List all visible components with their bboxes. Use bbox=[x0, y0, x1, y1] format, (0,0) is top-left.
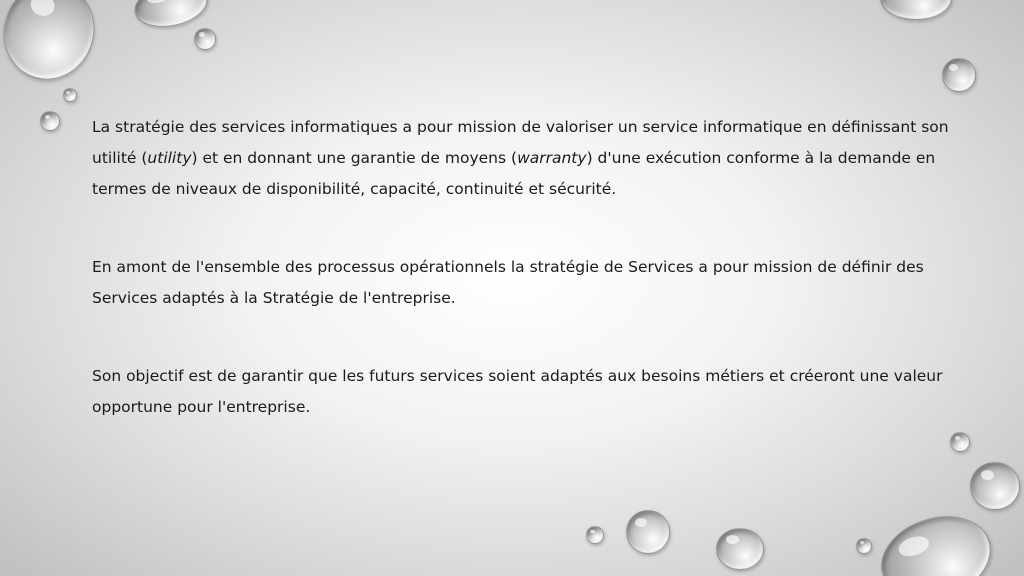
water-drop-icon bbox=[942, 58, 976, 92]
water-drop-icon bbox=[880, 0, 952, 20]
paragraph-2: En amont de l'ensemble des processus opérationnels la stratégie de Services a pour mission de définir des Services adaptés à la Stratégie de l'entreprise. bbox=[92, 258, 924, 307]
water-drop-icon bbox=[626, 510, 670, 554]
warranty-term: warranty bbox=[517, 149, 587, 167]
slide-body bbox=[92, 112, 992, 470]
water-drop-icon bbox=[40, 111, 60, 131]
water-drop-icon bbox=[586, 526, 604, 544]
paragraph-1 bbox=[92, 112, 992, 205]
paragraph-1-text-2: ) et en donnant une garantie de moyens ( bbox=[191, 149, 518, 167]
utility-term: utility bbox=[147, 149, 192, 167]
water-drop-icon bbox=[856, 538, 872, 554]
paragraph-1-text-3: ) d'une exécution conforme à la demande en termes de niveaux de disponibilité, capacité, continuité et sécurité. bbox=[92, 149, 936, 198]
water-drop-icon bbox=[63, 88, 77, 102]
water-drop-icon bbox=[0, 0, 107, 92]
paragraph-3: Son objectif est de garantir que les futurs services soient adaptés aux besoins métiers et créeront une valeur opportune pour l'entreprise. bbox=[92, 367, 943, 416]
water-drop-icon bbox=[194, 28, 216, 50]
water-drop-icon bbox=[870, 503, 1001, 576]
paragraph-1-text: La stratégie des services informatiques a pour mission de valoriser un service informatique en définissant son utilité ( bbox=[92, 118, 949, 167]
water-drop-icon bbox=[716, 528, 764, 570]
